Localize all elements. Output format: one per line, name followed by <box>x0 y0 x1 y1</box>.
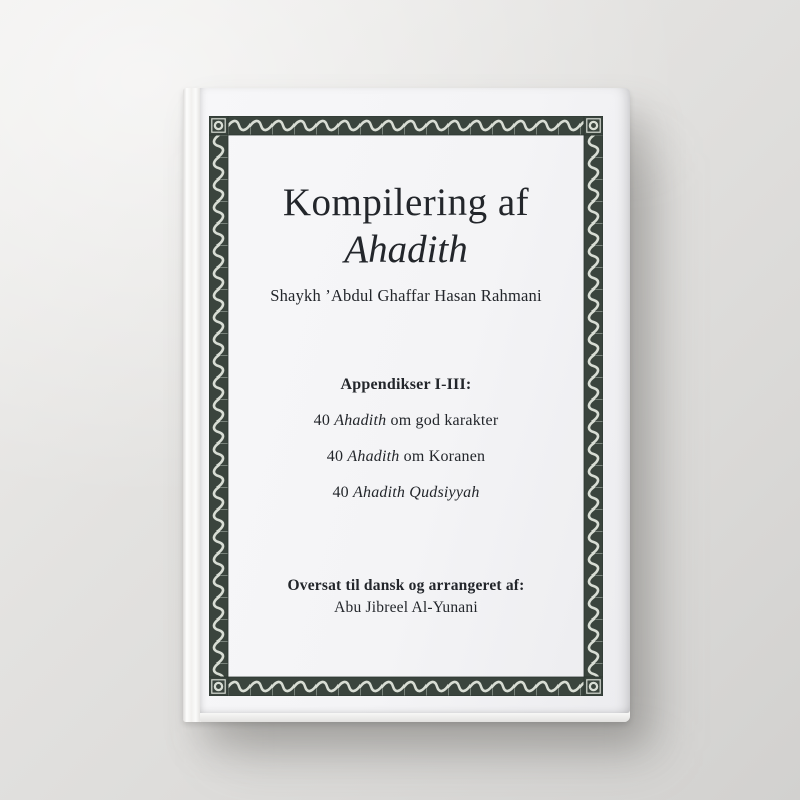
appendix-1-italic: Ahadith <box>334 412 387 429</box>
translator-name: Abu Jibreel Al-Yunani <box>334 599 478 616</box>
appendix-line-3 <box>209 483 603 502</box>
book <box>183 88 630 722</box>
appendices-heading: Appendikser I-III: <box>340 376 472 393</box>
author-line: Shaykh ’Abdul Ghaffar Hasan Rahmani <box>270 286 542 305</box>
appendix-3-prefix: 40 <box>332 484 354 501</box>
title-line-1: Kompilering af <box>282 181 530 224</box>
appendix-3-italic: Ahadith Qudsiyyah <box>353 484 480 501</box>
book-page-edge-bottom <box>200 713 630 722</box>
title-line-2: Ahadith <box>344 228 468 271</box>
appendix-line-1 <box>209 411 603 430</box>
appendix-2-rest: om Koranen <box>399 448 486 465</box>
cover-content <box>209 88 603 713</box>
appendix-1-prefix: 40 <box>313 412 335 429</box>
appendix-1-rest: om god karakter <box>386 412 499 429</box>
book-cover <box>200 88 630 713</box>
appendix-line-2 <box>209 447 603 466</box>
appendix-2-prefix: 40 <box>326 448 348 465</box>
appendix-2-italic: Ahadith <box>347 448 400 465</box>
translator-heading: Oversat til dansk og arrangeret af: <box>287 577 525 594</box>
book-page-edge-left <box>183 88 200 722</box>
